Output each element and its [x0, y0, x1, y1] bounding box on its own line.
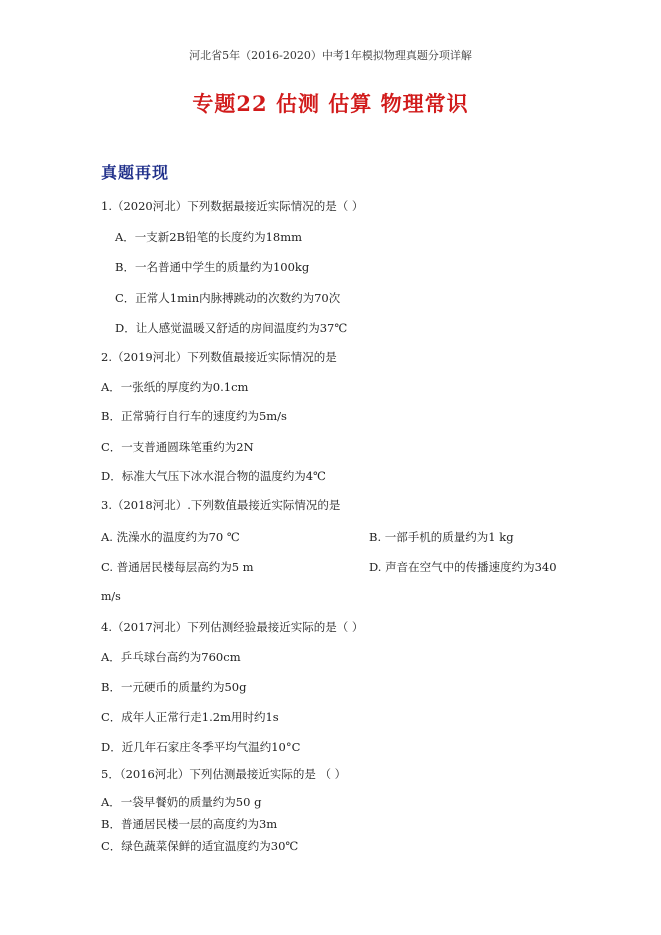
question-5-option-a: A．一袋早餐奶的质量约为50 g — [101, 795, 262, 809]
question-1-option-b: B．一名普通中学生的质量约为100kg — [115, 260, 310, 274]
question-5-option-b: B．普通居民楼一层的高度约为3m — [101, 817, 278, 831]
section-heading: 真题再现 — [101, 163, 170, 182]
question-1-option-d: D．让人感觉温暖又舒适的房间温度约为37℃ — [115, 321, 348, 335]
question-2-stem: 2.（2019河北）下列数值最接近实际情况的是 — [101, 350, 337, 364]
question-1-stem: 1.（2020河北）下列数据最接近实际情况的是（ ） — [101, 199, 364, 213]
question-4-option-a: A．乒乓球台高约为760cm — [101, 650, 241, 664]
question-1-option-a: A．一支新2B铅笔的长度约为18mm — [115, 230, 303, 244]
page-header: 河北省5年（2016-2020）中考1年模拟物理真题分项详解 — [189, 49, 472, 62]
question-2-option-c: C．一支普通圆珠笔重约为2N — [101, 440, 254, 454]
question-4-option-d: D．近几年石家庄冬季平均气温约10°C — [101, 740, 301, 754]
question-5-stem: 5．（2016河北）下列估测最接近实际的是 （ ） — [101, 767, 347, 781]
question-2-option-a: A．一张纸的厚度约为0.1cm — [101, 380, 249, 394]
question-4-stem: 4.（2017河北）下列估测经验最接近实际的是（ ） — [101, 620, 364, 634]
question-4-option-c: C．成年人正常行走1.2m用时约1s — [101, 710, 279, 724]
question-2-option-d: D．标准大气压下冰水混合物的温度约为4℃ — [101, 469, 326, 483]
question-3-option-d: D. 声音在空气中的传播速度约为340 — [369, 560, 557, 574]
question-3-option-b: B. 一部手机的质量约为1 kg — [369, 530, 514, 544]
question-2-option-b: B．正常骑行自行车的速度约为5m/s — [101, 409, 287, 423]
question-3-option-a: A. 洗澡水的温度约为70 ℃ — [101, 530, 240, 544]
question-3-option-c: C. 普通居民楼每层高约为5 m — [101, 560, 254, 574]
document-title: 专题22 估测 估算 物理常识 — [192, 91, 469, 116]
question-3-stem: 3.（2018河北）.下列数值最接近实际情况的是 — [101, 498, 341, 512]
question-1-option-c: C．正常人1min内脉搏跳动的次数约为70次 — [115, 291, 341, 305]
question-4-option-b: B．一元硬币的质量约为50g — [101, 680, 247, 694]
question-3-option-d-continuation: m/s — [101, 590, 121, 603]
question-5-option-c: C．绿色蔬菜保鲜的适宜温度约为30℃ — [101, 839, 299, 853]
